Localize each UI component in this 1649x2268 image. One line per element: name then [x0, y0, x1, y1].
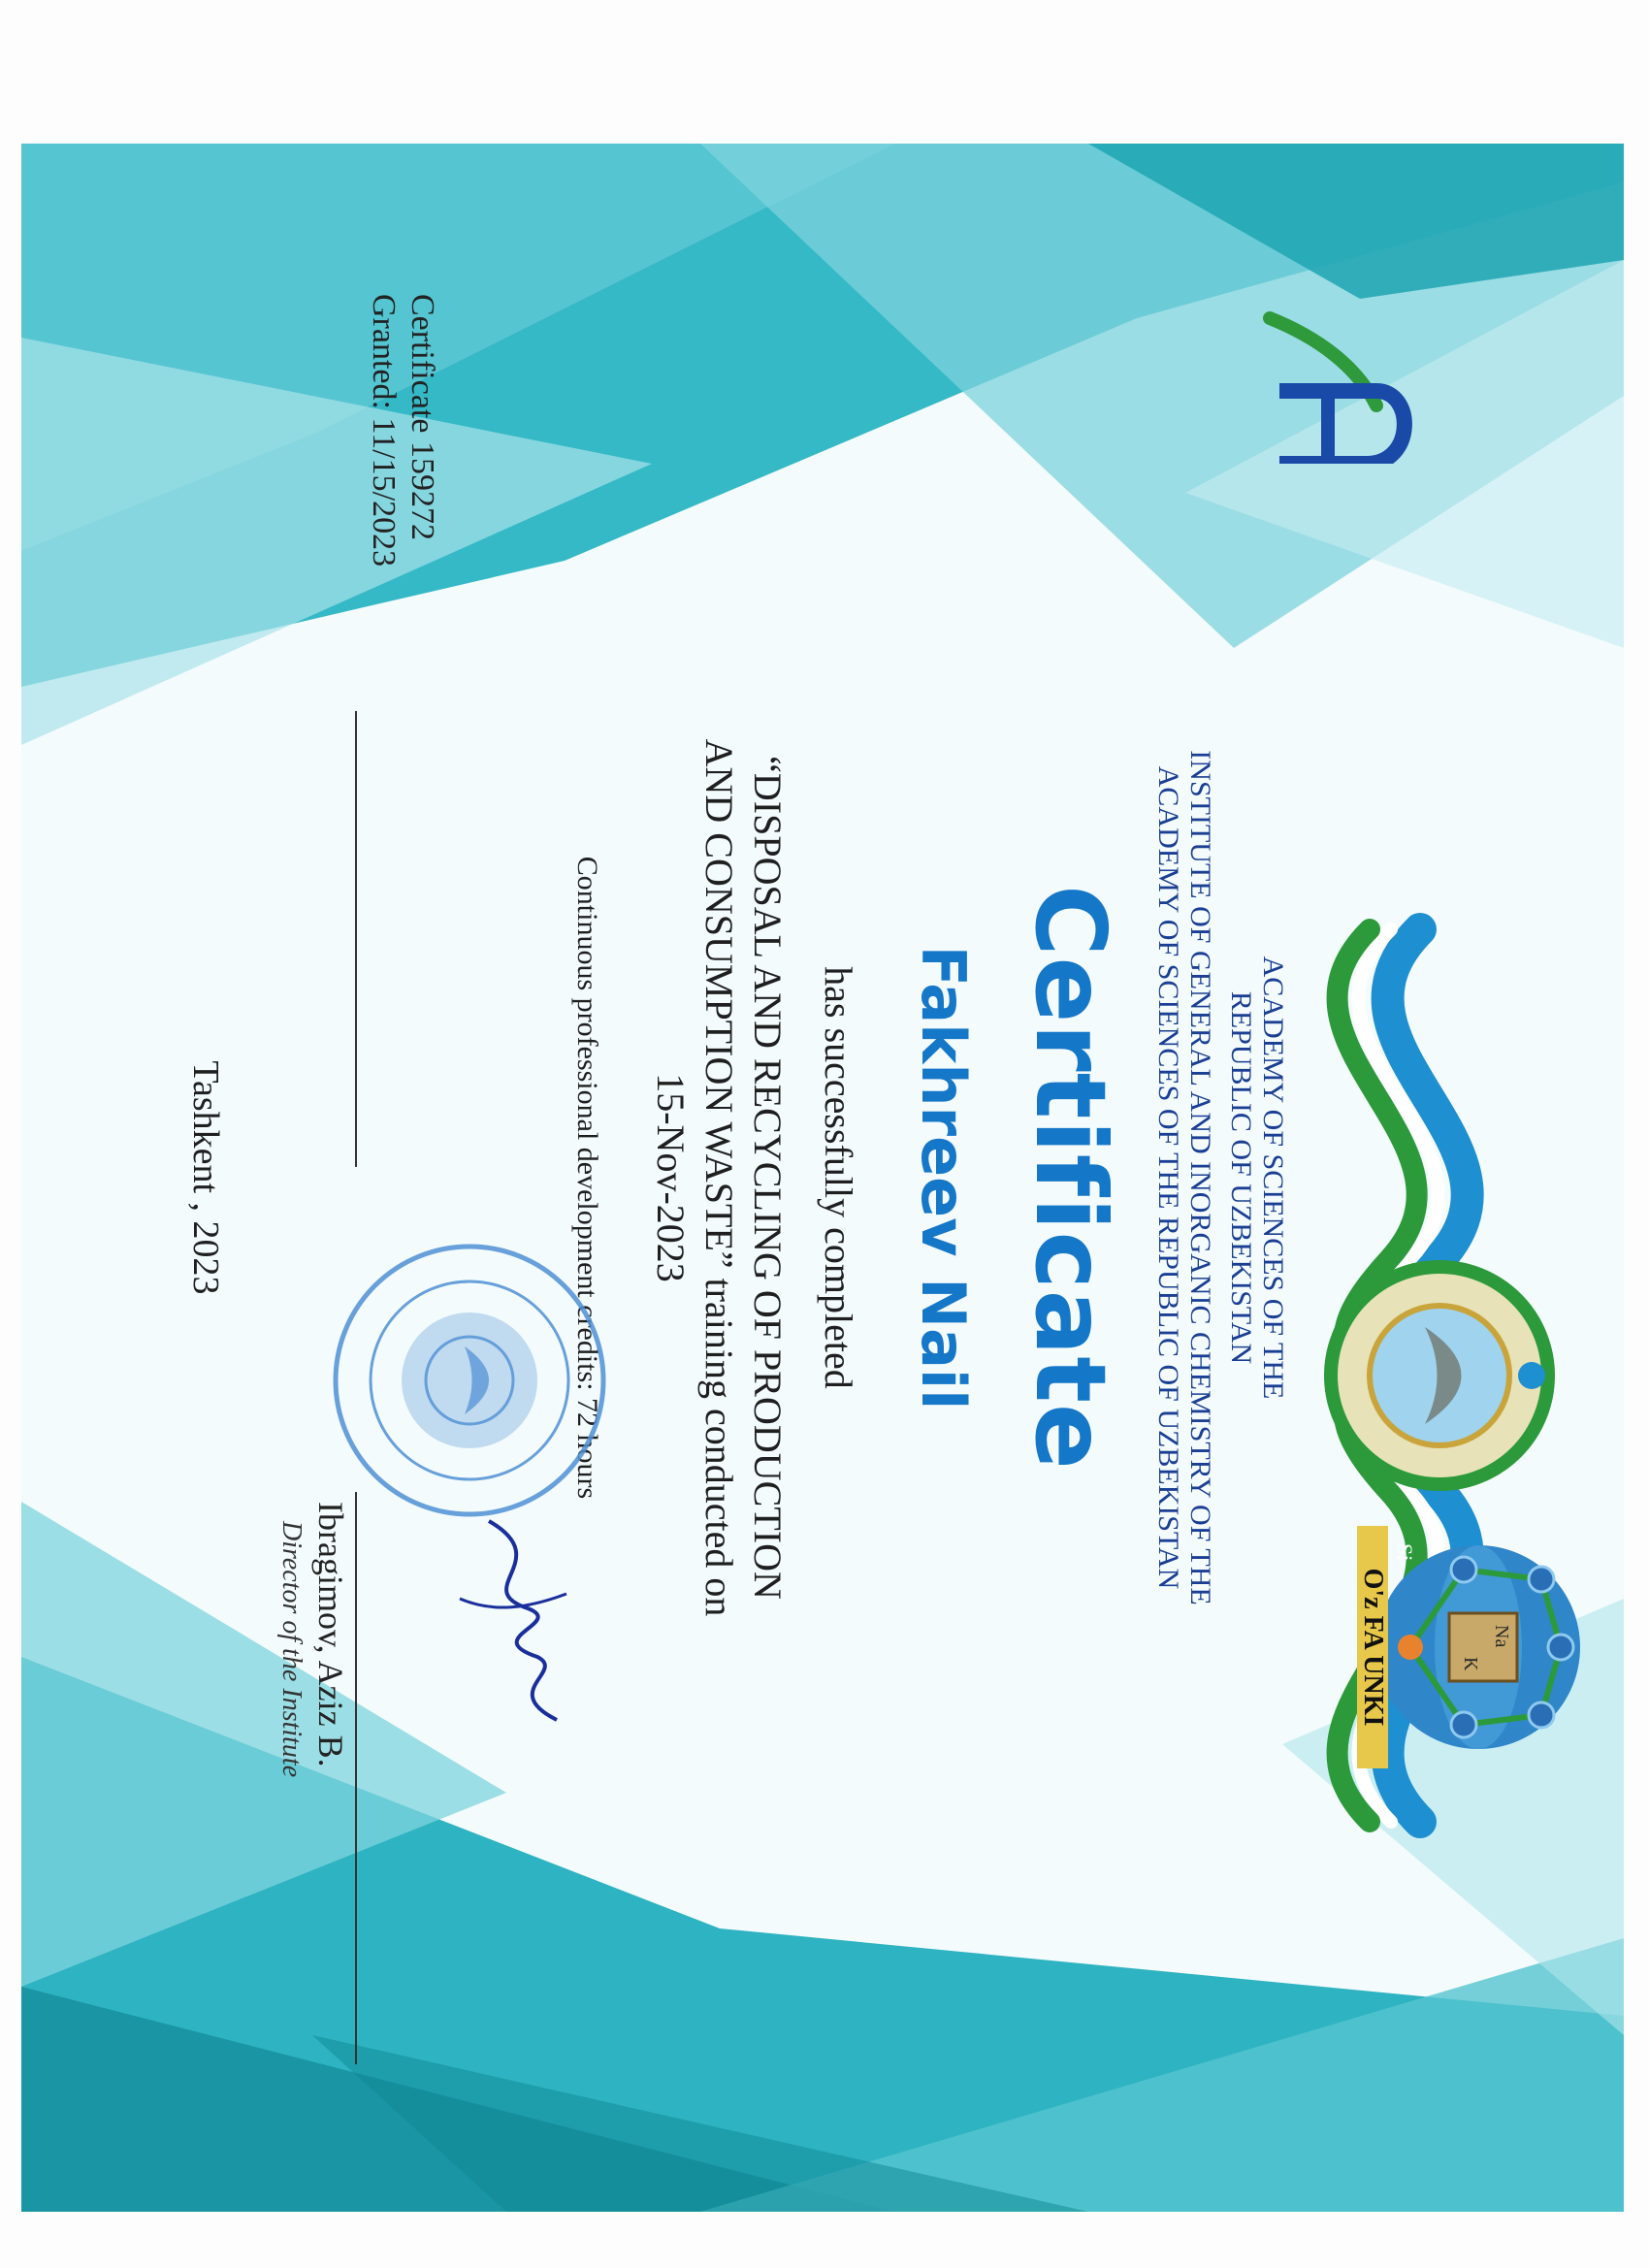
element-si: Si [1393, 1543, 1417, 1562]
academy-line-1: ACADEMY OF SCIENCES OF THE [1257, 956, 1289, 1400]
academy-header [1225, 144, 1289, 2212]
institute-line-1: INSTITUTE OF GENERAL AND INORGANIC CHEMISTRY OF THE [1184, 750, 1216, 1605]
element-k: K [1460, 1657, 1481, 1671]
course-date: 15-Nov-2023 [649, 1073, 693, 1282]
logo-caption: O'z FA UNKI [1357, 1526, 1388, 1768]
recipient-name: Fakhreev Nail [908, 945, 979, 1410]
signer-name: Ibragimov, Aziz B. [311, 1502, 350, 1767]
signature-line [355, 1492, 357, 2064]
certificate-title: Certificate [1014, 885, 1127, 1471]
academy-line-2: REPUBLIC OF UZBEKISTAN [1225, 990, 1257, 1365]
course-line-1: “DISPOSAL AND RECYCLING OF PRODUCTION [746, 756, 790, 1600]
certificate-sheet [21, 144, 1624, 2212]
certificate-content [21, 144, 1624, 2212]
director-signature [450, 1502, 586, 1734]
molecule-graphic [1357, 1526, 1600, 1768]
completion-text: has successfully completed [817, 966, 860, 1389]
element-na: Na [1491, 1625, 1512, 1648]
institute-line-2: ACADEMY OF SCIENCES OF THE REPUBLIC OF UZBEKISTAN [1152, 765, 1184, 1590]
credits-text: Continuous professional development credits: 72 hours [571, 856, 603, 1500]
signer-title: Director of the Institute [276, 1521, 307, 1778]
granted-date: Granted: 11/15/2023 [366, 294, 402, 567]
official-stamp [329, 1240, 610, 1521]
course-line-2: AND CONSUMPTION WASTE” training conducted on [697, 738, 741, 1617]
certificate-number: Certificate 159272 [404, 294, 440, 540]
institute-header [1152, 144, 1216, 2212]
granted-underline [355, 711, 357, 1167]
chemistry-logo [1357, 1526, 1600, 1768]
city-year: Tashkent , 2023 [185, 1060, 226, 1295]
